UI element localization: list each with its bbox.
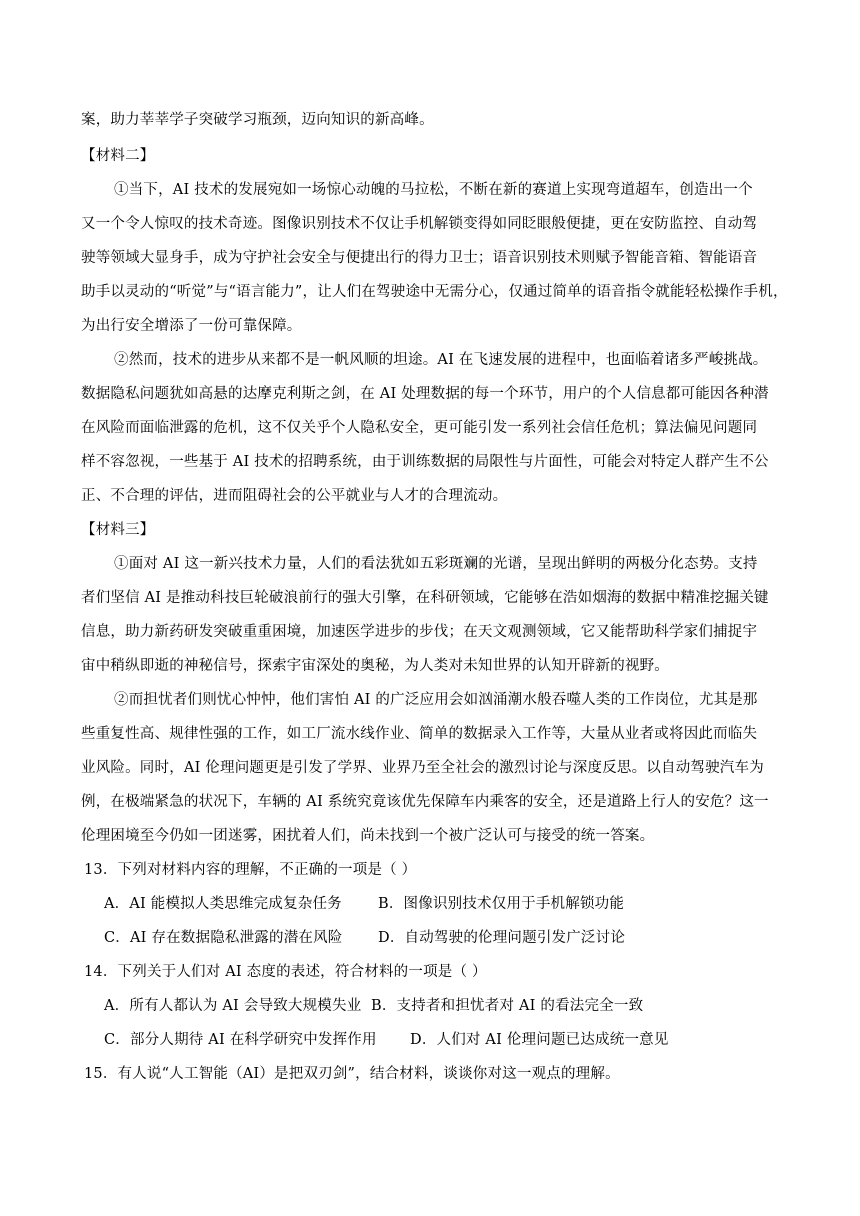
intro-tail: 案，助力莘莘学子突破学习瓶颈，迈向知识的新高峰。: [81, 112, 434, 128]
option-d: D．自动驾驶的伦理问题引发广泛讨论: [378, 930, 626, 946]
paragraph-line: 驶等领域大显身手，成为守护社会安全与便捷出行的得力卫士；语音识别技术则赋予智能音箱、智能语音: [81, 250, 758, 266]
paragraph-line: 伦理困境至今仍如一团迷雾，困扰着人们，尚未找到一个被广泛认可与接受的统一答案。: [81, 828, 655, 844]
paragraph-line: 样不容忽视，一些基于 AI 技术的招聘系统，由于训练数据的局限性与片面性，可能会对特定人群产生不公: [81, 454, 769, 470]
paragraph-line: 助手以灵动的“听觉”与“语言能力”，让人们在驾驶途中无需分心，仅通过简单的语音指令就能轻松操作手机，: [81, 284, 788, 300]
paragraph-line: 例，在极端紧急的状况下，车辆的 AI 系统究竟该优先保障车内乘客的安全，还是道路上行人的安危？这一: [81, 794, 769, 810]
option-b: B．图像识别技术仅用于手机解锁功能: [378, 896, 625, 912]
paragraph-line: 正、不合理的评估，进而阻碍社会的公平就业与人才的合理流动。: [81, 488, 508, 504]
paragraph-line: 业风险。同时，AI 伦理问题更是引发了学界、业界乃至全社会的激烈讨论与深度反思。以自动驾驶汽车为: [81, 760, 764, 776]
question-stem: 13．下列对材料内容的理解，不正确的一项是（ ）: [84, 862, 417, 878]
option-a: A．AI 能模拟人类思维完成复杂任务: [104, 896, 342, 912]
paragraph-line: 宙中稍纵即逝的神秘信号，探索宇宙深处的奥秘，为人类对未知世界的认知开辟新的视野。: [81, 658, 669, 674]
paragraph-line: 数据隐私问题犹如高悬的达摩克利斯之剑，在 AI 处理数据的每一个环节，用户的个人信息都可能因各种潜: [81, 386, 769, 402]
material-3-heading: 【材料三】: [81, 522, 155, 538]
paragraph-line: ②而担忧者们则忧心忡忡，他们害怕 AI 的广泛应用会如汹涌潮水般吞噬人类的工作岗位，尤其是那: [114, 692, 758, 708]
option-c: C．AI 存在数据隐私泄露的潜在风险: [104, 930, 343, 946]
question-15: 15．有人说“人工智能（AI）是把双刃剑”，结合材料，谈谈你对这一观点的理解。: [84, 1066, 620, 1082]
paragraph-line: 些重复性高、规律性强的工作，如工厂流水线作业、简单的数据录入工作等，大量从业者或将因此而临失: [81, 726, 758, 742]
paragraph-line: 信息，助力新药研发突破重重困境，加速医学进步的步伐；在天文观测领域，它又能帮助科学家们捕捉宇: [81, 624, 758, 640]
question-stem: 14．下列关于人们对 AI 态度的表述，符合材料的一项是（ ）: [84, 964, 487, 980]
option-row: [104, 1030, 860, 1050]
paragraph-line: 又一个令人惊叹的技术奇迹。图像识别技术不仅让手机解锁变得如同眨眼般便捷，更在安防监控、自动驾: [81, 216, 758, 232]
paragraph-line: ①当下，AI 技术的发展宛如一场惊心动魄的马拉松，不断在新的赛道上实现弯道超车，创造出一个: [114, 182, 753, 198]
paragraph-line: 者们坚信 AI 是推动科技巨轮破浪前行的强大引擎，在科研领域，它能够在浩如烟海的数据中精准挖掘关键: [81, 590, 769, 606]
paragraph-line: 为出行安全增添了一份可靠保障。: [81, 318, 302, 334]
material-2-heading: 【材料二】: [81, 148, 155, 164]
option-b: B．支持者和担忧者对 AI 的看法完全一致: [371, 998, 644, 1014]
paragraph-line: ①面对 AI 这一新兴技术力量，人们的看法犹如五彩斑斓的光谱，呈现出鲜明的两极分化态势。支持: [114, 556, 758, 572]
paragraph-line: ②然而，技术的进步从来都不是一帆风顺的坦途。AI 在飞速发展的进程中，也面临着诸多严峻挑战。: [114, 352, 768, 368]
option-c: C．部分人期待 AI 在科学研究中发挥作用: [104, 1032, 377, 1048]
option-row: [104, 996, 860, 1016]
paragraph-line: 在风险而面临泄露的危机，这不仅关乎个人隐私安全，更可能引发一系列社会信任危机；算法偏见问题同: [81, 420, 758, 436]
option-row: [104, 894, 860, 914]
option-a: A．所有人都认为 AI 会导致大规模失业: [104, 998, 362, 1014]
option-d: D．人们对 AI 伦理问题已达成统一意见: [410, 1032, 669, 1048]
option-row: [104, 928, 860, 948]
